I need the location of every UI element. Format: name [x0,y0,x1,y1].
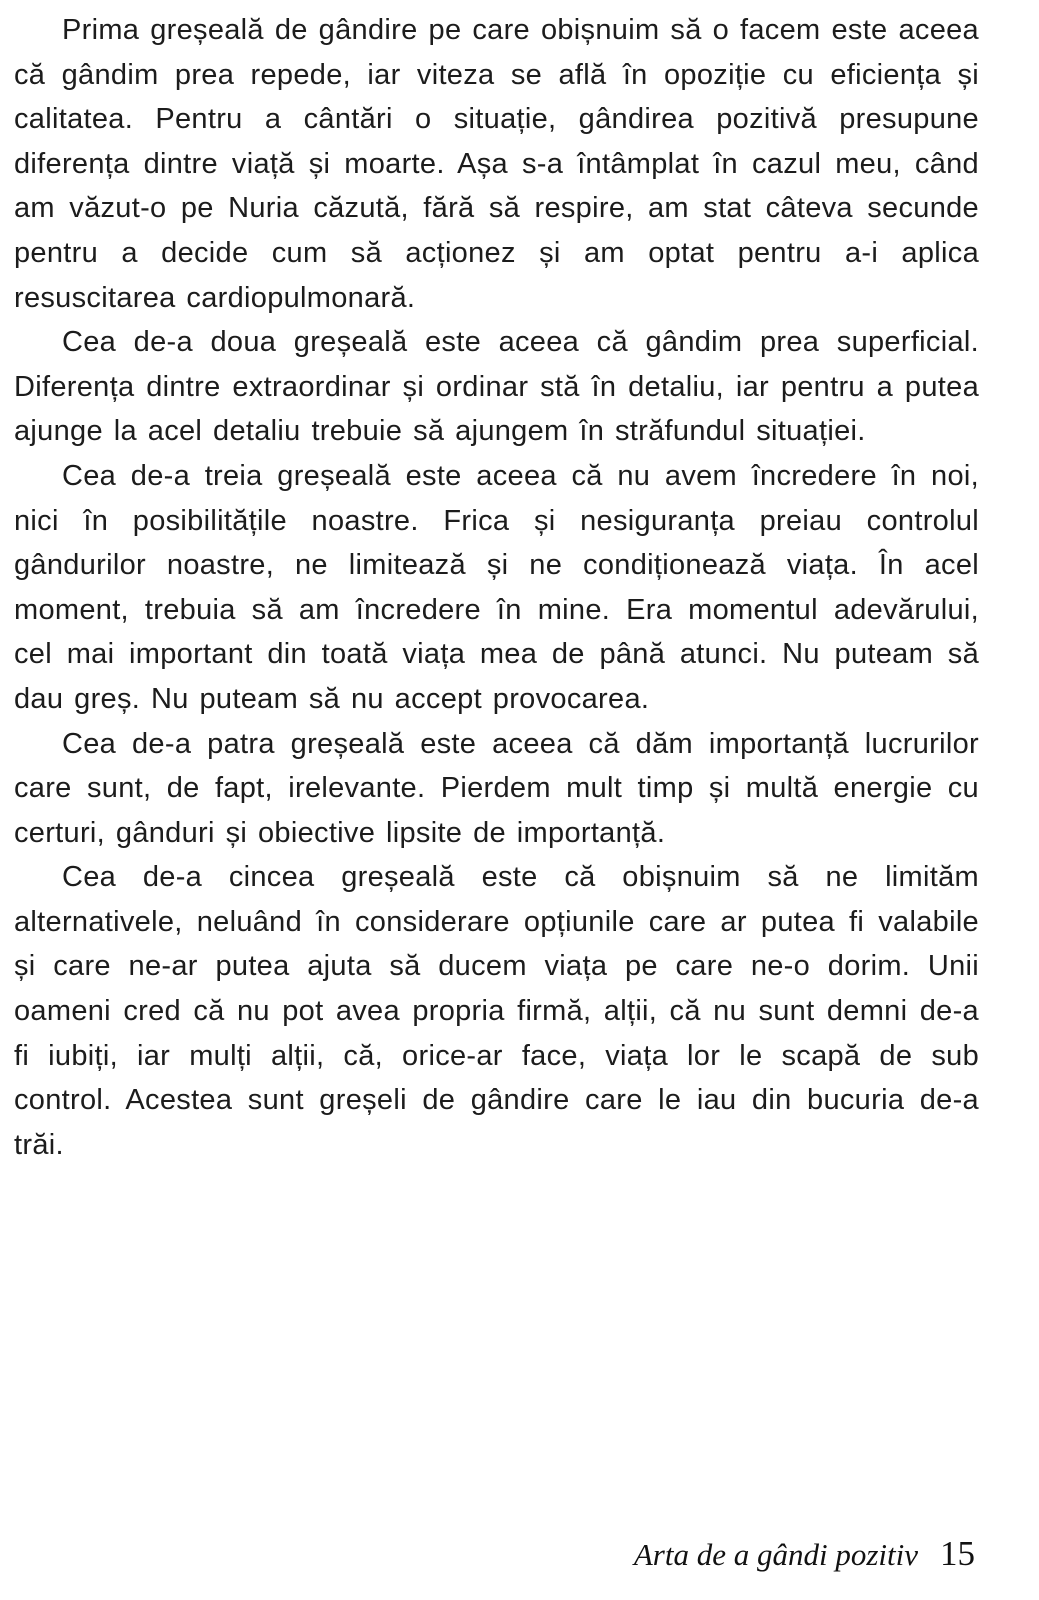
body-paragraph: Cea de-a patra greșeală este aceea că dăm importanță lucrurilor care sunt, de fapt, irelevante. Pierdem mult timp și multă energie cu certuri, gânduri și obiective lipsite de importanță. [14,727,979,849]
book-title: Arta de a gândi pozitiv [633,1537,918,1572]
body-paragraph: Cea de-a doua greșeală este aceea că gândim prea superficial. Diferența dintre extraordinar și ordinar stă în detaliu, iar pentru a putea ajunge la acel detaliu trebuie să ajungem în străfundul situației. [14,326,979,448]
running-footer [14,1534,979,1574]
body-paragraph: Cea de-a cincea greșeală este că obișnuim să ne limităm alternativele, neluând în considerare opțiunile care ar putea fi valabile și care ne-ar putea ajuta să ducem viața pe care ne-o dorim. Unii oameni cred că nu pot avea propria firmă, alții, că nu sunt demni de-a fi iubiți, iar mulți alții, că, orice-ar face, viața lor le scapă de sub control. Acestea sunt greșeli de gândire care le iau din bucuria de-a trăi. [14,861,979,1161]
page-number: 15 [940,1534,975,1573]
body-paragraph: Cea de-a treia greșeală este aceea că nu avem încredere în noi, nici în posibilitățile noastre. Frica și nesiguranța preiau controlul gândurilor noastre, ne limitează și ne condiționează viața. În acel moment, trebuia să am încredere în mine. Era momentul adevărului, cel mai important din toată viața mea de până atunci. Nu puteam să dau greș. Nu puteam să nu accept provocarea. [14,459,979,715]
body-paragraph: Prima greșeală de gândire pe care obișnuim să o facem este aceea că gândim prea repede, iar viteza se află în opoziție cu eficiența și calitatea. Pentru a cântări o situație, gândirea pozitivă presupune diferența dintre viață și moarte. Așa s-a întâmplat în cazul meu, când am văzut-o pe Nuria căzută, fără să respire, am stat câteva secunde pentru a decide cum să acționez și am optat pentru a-i aplica resuscitarea cardiopulmonară. [14,14,979,314]
page-body [14,8,979,1167]
